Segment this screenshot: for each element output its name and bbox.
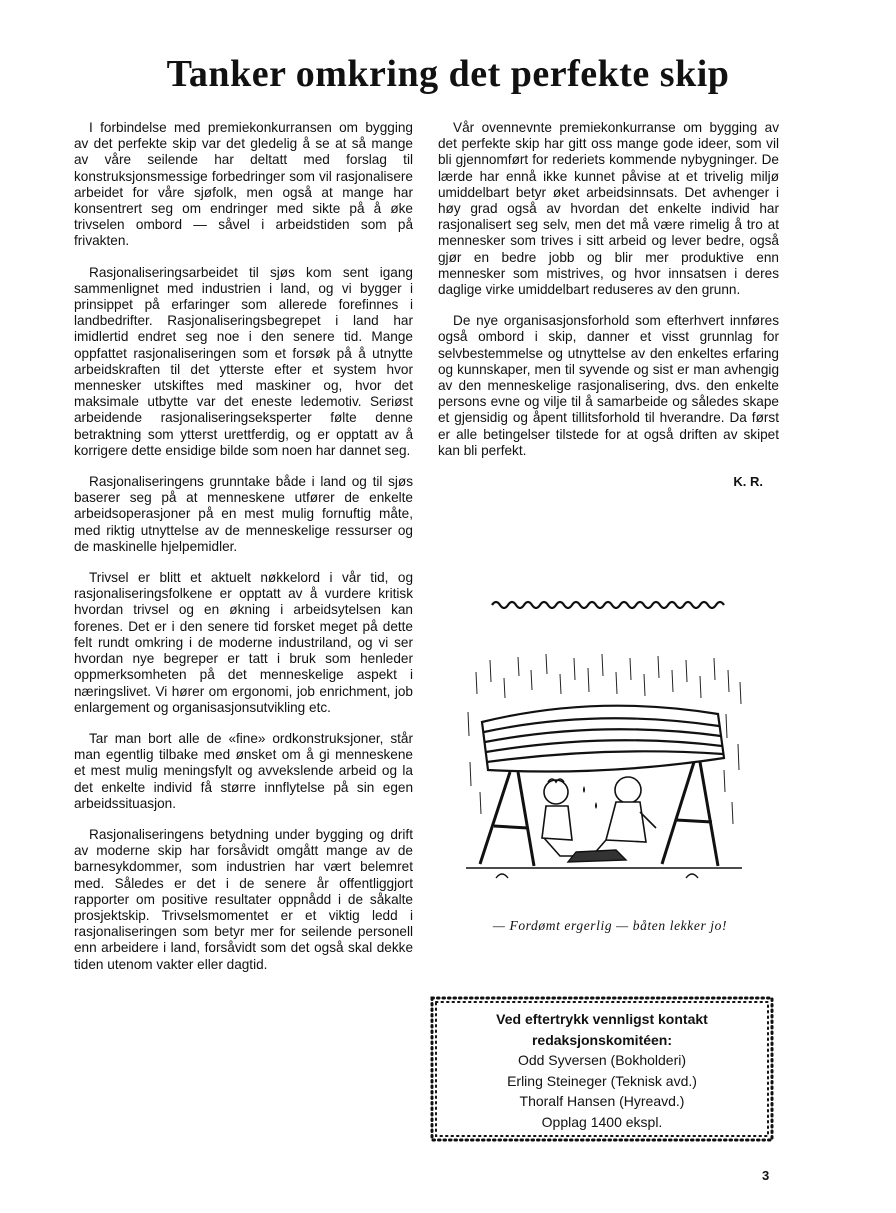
paragraph: Rasjonaliseringens betydning under bygging og drift av moderne skip har forsåvidt omgått mange av de barnesykdommer, som industrien har vært belemret med. Således er det i de senere år offentliggjort rapporter om positive resultater oppnådd i de såkalte prosjektskip. Trivselsmomentet er et viktig ledd i rasjonaliseringen som betyr mer for seilende personell enn arbeidere i land, forsåvidt som det også skal dekke tiden utenom vakter eller dagtid. [74,826,413,972]
sawhorse-left [480,772,534,866]
paragraph: I forbindelse med premiekonkurransen om bygging av det perfekte skip var det gledelig å se at så mange av våre seilende har deltatt med forslag til konstruksjonsmessige forbedringer som vil rasjonalisere arbeidet for våre sjøfolk, men også at mange har konsentrert seg om endringer med sikte på å øke trivselen ombord — såvel i arbeidstiden som på frivakten. [74,120,413,249]
man-left [542,779,582,856]
editorial-box-content [448,1009,756,1132]
paragraph: De nye organisasjonsforhold som efterhvert innføres også ombord i skip, danner et visst grunnlag for selvbestemmelse og utnyttelse av den enkeltes erfaring og kunnskaper, men til syvende og sist er man avhengig av den menneskelige rasjonalisering, dvs. den enkelte persons evne og vilje til å samarbeide og således skape et gjensidig og åpent tillitsforhold til hverandre. Da først er alle betingelser tilstede for at også driften av skipet kan bli perfekt. [438,313,779,458]
committee-member: Odd Syversen (Bokholderi) [517,1052,687,1068]
article-right-column [438,120,779,490]
editorial-contact-box [428,994,776,1144]
page-number: 3 [762,1168,770,1183]
cartoon-caption: — Fordømt ergerlig — båten lekker jo! [492,918,728,933]
cartoon-illustration [456,652,752,894]
wavy-divider [490,598,726,612]
sawhorse-right [662,762,718,866]
committee-member: Thoralf Hansen (Hyreavd.) [519,1093,685,1109]
paragraph: Rasjonaliseringens grunntake både i land og til sjøs baserer seg på at menneskene utfører de enkelte arbeidsoperasjoner på en mest mulig fornuftig måte, med riktig utnyttelse av de menneskelige ressurser og de maskinelle hjelpemidler. [74,474,413,554]
water-drips [583,786,597,809]
paragraph: Rasjonaliseringsarbeidet til sjøs kom sent igang sammenlignet med industrien i land, og vi bygger i prinsippet på erfaringer som allerede forefinnes i landbedrifter. Rasjonaliseringsbegrepet i land har imidlertid endret seg noe i den senere tid. Mange oppfattet rasjonaliseringen som et forsøk på å utnytte arbeidskraften til det ytterste efter et system hvor mennesker utskiftes med maskiner og, hvor det maksimale utbytte var det eneste ledemotiv. Seriøst arbeidende rasjonaliseringseksperter følte denne betraktning som ytterst urettferdig, og er opptatt av å korrigere dette ensidige bilde som noen har dannet seg. [74,264,413,458]
paragraph: Trivsel er blitt et aktuelt nøkkelord i vår tid, og rasjonaliseringsfolkene er opptatt av å vurdere kritisk hvordan trivsel og en økning i arbeidsytelsen kan forenes. Det er i den senere tid forsket meget på dette felt rundt omkring i de moderne industriland, og vi ser hvordan nye begreper er tatt i bruk som henleder oppmerksomheten på det menneskelige aspekt i næringslivet. Vi hører om ergonomi, job enrichment, job enlargement og organisasjonsutvikling etc. [74,570,413,715]
paragraph: Tar man bort alle de «fine» ordkonstruksjoner, står man egentlig tilbake med ønsket om å gi menneskene et mest mulig meningsfylt og avvekslende arbeid og la det enkelte individ få større innflytelse på sin egen arbeidssituasjon. [74,730,413,811]
ground [466,850,742,878]
print-run: Opplag 1400 ekspl. [541,1113,663,1130]
box-heading: redaksjonskomitéen: [531,1031,673,1048]
box-heading: Ved eftertrykk vennligst kontakt [496,1011,708,1027]
article-title: Tanker omkring det perfekte skip [166,53,730,95]
article-left-column [74,120,413,988]
paragraph: Vår ovennevnte premiekonkurranse om bygging av det perfekte skip har gitt oss mange gode ideer, som vil bli gjennomført for rederiets kommende nybygninger. De lærde har ennå ikke kunnet påvise at et trivelig miljø umiddelbart betyr øket arbeidsinnsats. Det avhenger i høy grad også av hvordan det enkelte individ har rasjonalisert seg selv, men det må være rimelig å tro at mennesker som trives i sitt arbeid og lever bedre, også gjør en bedre jobb og blir mer produktive enn mennesker som mistrives, og hvor innsatsen i deres daglige virke umiddelbart reduseres av den grunn. [438,120,779,298]
upturned-boat [482,706,724,772]
author-signature: K. R. [733,474,763,490]
committee-member: Erling Steineger (Teknisk avd.) [507,1072,697,1089]
